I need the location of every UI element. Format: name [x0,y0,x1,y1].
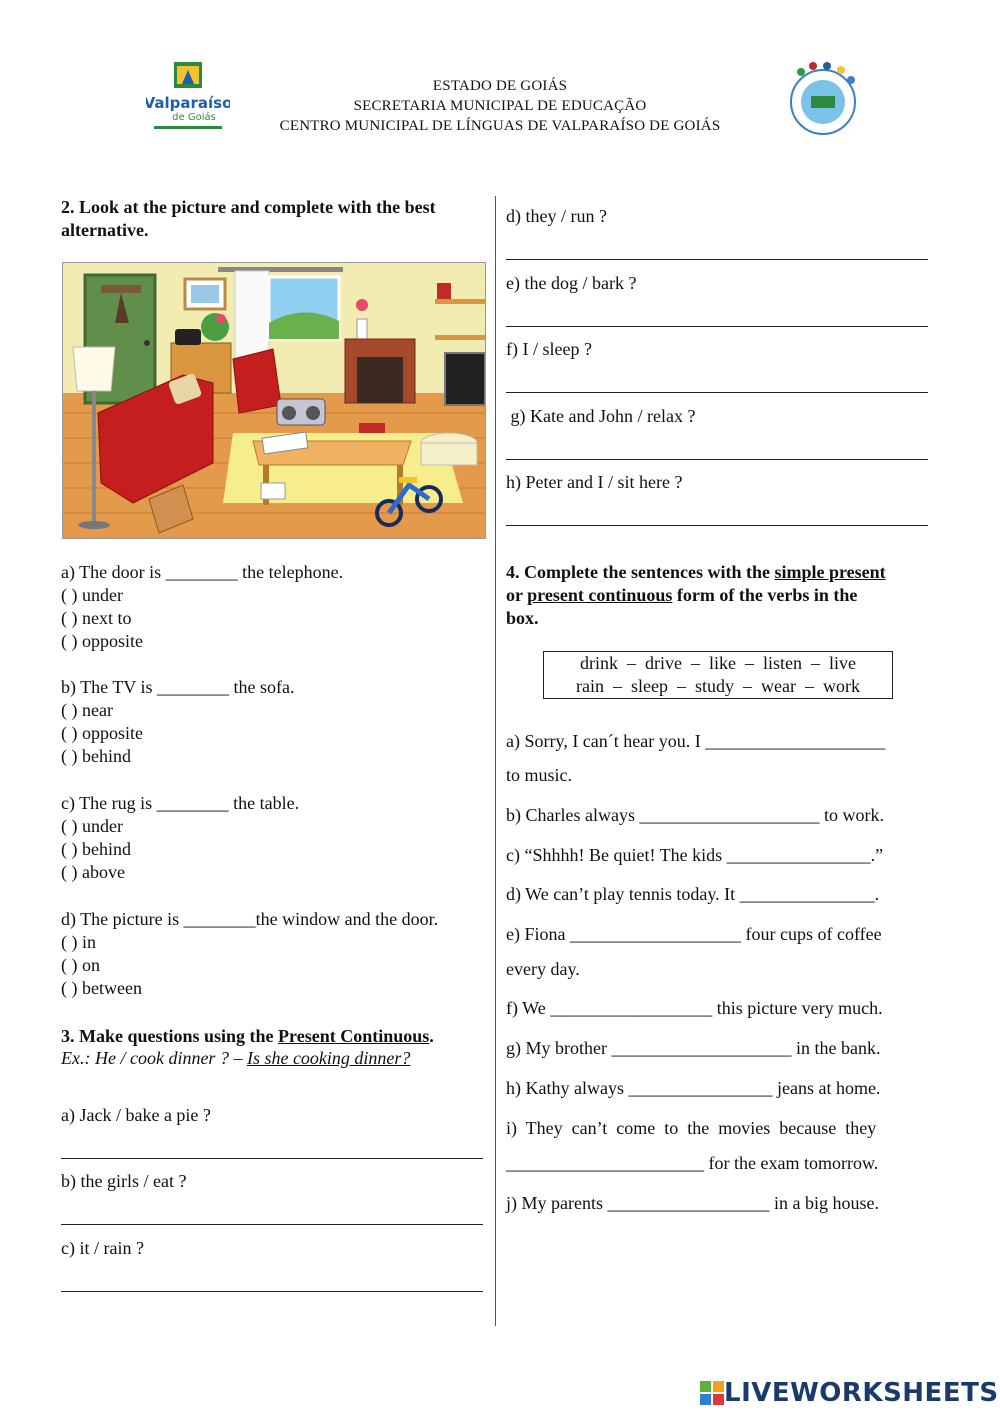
ex4-sentence-d: d) We can’t play tennis today. It _______________. [506,884,880,904]
answer-line[interactable] [61,1291,483,1292]
liveworksheets-brand: LIVEWORKSHEETS [724,1378,999,1408]
ex4-title-line1: 4. Complete the sentences with the simple present [506,562,886,582]
ex3-title: 3. Make questions using the Present Continuous. [61,1026,434,1046]
ex2-question-d: d) The picture is ________the window and the door. [61,909,439,929]
ex3-item-c: c) it / rain ? [61,1238,144,1258]
header-line-2: SECRETARIA MUNICIPAL DE EDUCAÇÃO [353,98,647,114]
ex4-title-line2: or present continuous form of the verbs in the [506,585,858,605]
liveworksheets-logo [700,1378,999,1408]
logo-text: Valparaíso [146,94,230,112]
ex4-sentence-c: c) “Shhhh! Be quiet! The kids ________________.” [506,845,884,865]
ex4-sentence-b: b) Charles always ____________________ to work. [506,805,884,825]
living-room-picture [62,262,486,539]
ex3-item-e: e) the dog / bark ? [506,273,637,293]
ex2-option[interactable]: ( ) behind [61,839,131,859]
ex3-item-f: f) I / sleep ? [506,339,592,359]
logo-subtext: de Goiás [172,112,216,123]
ex2-option[interactable]: ( ) above [61,862,125,882]
ex2-option[interactable]: ( ) next to [61,608,132,628]
ex4-sentence-j: j) My parents __________________ in a big house. [506,1193,879,1213]
header-line-3: CENTRO MUNICIPAL DE LÍNGUAS DE VALPARAÍSO DE GOIÁS [279,118,721,134]
answer-line[interactable] [61,1158,483,1159]
ex2-question-b: b) The TV is ________ the sofa. [61,677,295,697]
ex4-sentence-a: a) Sorry, I can´t hear you. I ____________________ [506,731,886,751]
ex3-item-b: b) the girls / eat ? [61,1171,187,1191]
verb-box-line2: rain – sleep – study – wear – work [576,676,860,696]
liveworksheets-icon [700,1381,724,1405]
ex2-question-c: c) The rug is ________ the table. [61,793,300,813]
ex2-option[interactable]: ( ) opposite [61,723,143,743]
answer-line[interactable] [506,459,928,460]
ex4-sentence-a-cont: to music. [506,765,572,785]
answer-line[interactable] [506,392,928,393]
answer-line[interactable] [506,326,928,327]
ex2-option[interactable]: ( ) opposite [61,631,143,651]
ex2-option[interactable]: ( ) under [61,585,123,605]
column-divider [495,196,496,1326]
ex2-option[interactable]: ( ) in [61,932,96,952]
ex2-option[interactable]: ( ) between [61,978,142,998]
ex4-sentence-i-cont: ______________________ for the exam tomorrow. [506,1153,879,1173]
answer-line[interactable] [61,1224,483,1225]
header-line-1: ESTADO DE GOIÁS [432,78,568,94]
verb-box [543,651,893,699]
ex3-item-a: a) Jack / bake a pie ? [61,1105,211,1125]
answer-line[interactable] [506,525,928,526]
ex4-sentence-h: h) Kathy always ________________ jeans at home. [506,1078,881,1098]
ex2-title-line2: alternative. [61,220,149,240]
ex4-sentence-e-cont: every day. [506,959,580,979]
language-center-seal [783,60,863,140]
ex4-sentence-i: i) They can’t come to the movies because they [506,1118,877,1138]
ex4-title-line3: box. [506,608,539,628]
ex2-title-line1: 2. Look at the picture and complete with the best [61,197,436,217]
ex4-sentence-f: f) We __________________ this picture very much. [506,998,883,1018]
ex3-item-d: d) they / run ? [506,206,607,226]
ex2-question-a: a) The door is ________ the telephone. [61,562,344,582]
ex2-option[interactable]: ( ) on [61,955,100,975]
ex3-item-g: g) Kate and John / relax ? [506,406,696,426]
ex4-sentence-e: e) Fiona ___________________ four cups of coffee [506,924,882,944]
ex3-example: Ex.: He / cook dinner ? – Is she cooking dinner? [61,1048,411,1068]
ex2-option[interactable]: ( ) near [61,700,113,720]
ex3-item-h: h) Peter and I / sit here ? [506,472,683,492]
ex4-sentence-g: g) My brother ____________________ in the bank. [506,1038,881,1058]
ex2-option[interactable]: ( ) behind [61,746,131,766]
ex2-option[interactable]: ( ) under [61,816,123,836]
verb-box-line1: drink – drive – like – listen – live [580,653,856,673]
answer-line[interactable] [506,259,928,260]
